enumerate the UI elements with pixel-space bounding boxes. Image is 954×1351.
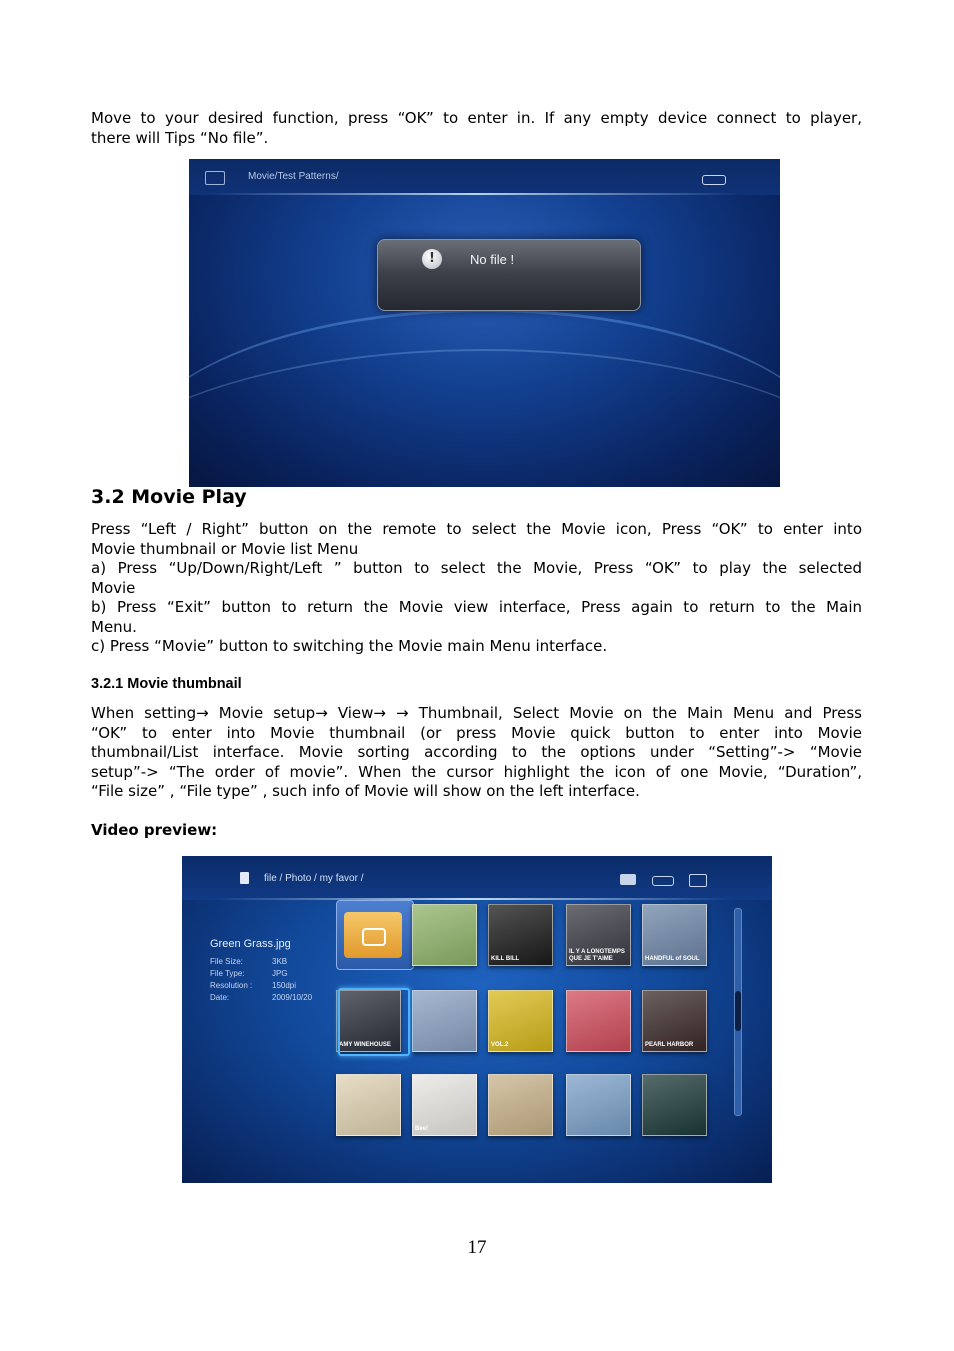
subsection-paragraph [91,704,862,802]
movie-thumbnail[interactable] [488,990,553,1052]
background-arc [189,349,780,487]
movie-thumbnail[interactable] [642,904,707,966]
info-value: 150dpi [272,981,297,990]
info-value: JPG [272,969,288,978]
sub-line-1: When setting→ Movie setup→ View→ → Thumbnail, Select Movie on the Main Menu and Press [91,704,862,722]
top-bar-glow [212,898,732,900]
info-key: File Size: [210,957,243,966]
thumbnail-title: Bee! [415,1126,429,1132]
movie-thumbnail[interactable] [412,904,477,966]
scrollbar-thumb[interactable] [735,991,741,1031]
folder-icon [620,874,636,885]
screen-path: Movie/Test Patterns/ [248,171,339,182]
card-icon [689,874,707,887]
usb-device-icon [702,175,726,185]
info-row [210,968,312,980]
thumbnail-title: PEARL HARBOR [645,1042,694,1048]
movie-thumbnail[interactable] [488,1074,553,1136]
photo-folder-icon[interactable] [344,912,402,958]
section-paragraph [91,520,862,657]
file-info-panel [210,938,312,1004]
movie-folder-icon [205,171,225,185]
sub-line-5: “File size” , “File type” , such info of Movie will show on the left interface. [91,782,640,800]
subsection-title: 3.2.1 Movie thumbnail [91,676,242,692]
info-key: File Type: [210,969,245,978]
movie-thumbnail[interactable] [566,904,631,966]
section-title: 3.2 Movie Play [91,486,247,508]
info-key: Resolution : [210,981,253,990]
sub-line-4: setup”-> “The order of movie”. When the cursor highlight the icon of one Movie, “Duration”, [91,762,862,781]
usb-device-icon [652,876,674,886]
intro-line-1: Move to your desired function, press “OK” to enter in. If any empty device connect to player, [91,109,862,127]
top-bar-glow [209,193,740,195]
movie-thumbnail[interactable] [336,1074,401,1136]
movie-thumbnail[interactable] [412,990,477,1052]
item-a-line-2: Movie [91,578,136,597]
movie-thumbnail[interactable] [412,1074,477,1136]
item-a-line-1: a) Press “Up/Down/Right/Left ” button to select the Movie, Press “OK” to play the selected [91,559,862,577]
dialog-message: No file ! [470,252,515,267]
sub-line-2: “OK” to enter into Movie thumbnail (or press Movie quick button to enter into Movie [91,723,862,742]
item-b-line-1: b) Press “Exit” button to return the Movie view interface, Press again to return to the Main [91,598,862,616]
info-value: 3KB [272,957,288,966]
scrollbar[interactable] [734,908,742,1116]
item-b-line-2: Menu. [91,617,137,636]
info-row [210,980,312,992]
thumbnail-title: VOL.2 [491,1042,509,1048]
item-c-line-1: c) Press “Movie” button to switching the Movie main Menu interface. [91,637,608,655]
screen-path: file / Photo / my favor / [264,873,364,884]
file-name: Green Grass.jpg [210,938,291,950]
movie-thumbnail[interactable] [642,1074,707,1136]
p1-line-2: Movie thumbnail or Movie list Menu [91,539,359,558]
sub-line-3: thumbnail/List interface. Movie sorting according to the options under “Setting”-> “Movie [91,743,862,761]
info-value: 2009/10/20 [272,993,313,1002]
info-row [210,956,312,968]
thumbnail-title: HANDFUL of SOUL [645,956,700,962]
movie-thumbnail[interactable] [642,990,707,1052]
thumbnail-title: KILL BILL [491,956,520,962]
highlight-cursor [338,988,410,1056]
page-number: 17 [467,1237,487,1258]
intro-line-2: there will Tips “No file”. [91,128,269,147]
no-file-dialog [377,239,641,311]
file-icon [240,872,249,884]
movie-thumbnail[interactable] [566,1074,631,1136]
camera-icon [362,928,386,946]
video-preview-label: Video preview: [91,821,218,839]
thumbnail-title: IL Y A LONGTEMPS QUE JE T'AIME [569,949,625,962]
info-icon: ! [422,249,442,269]
movie-thumbnail[interactable] [566,990,631,1052]
intro-paragraph [91,109,862,148]
no-file-screenshot [189,159,780,487]
p1-line-1: Press “Left / Right” button on the remote to select the Movie icon, Press “OK” to enter into [91,520,862,538]
video-preview-screenshot [182,856,772,1183]
info-key: Date: [210,993,230,1002]
info-row [210,992,312,1004]
thumbnail-title: AMY WINEHOUSE [339,1042,391,1048]
movie-thumbnail[interactable] [488,904,553,966]
